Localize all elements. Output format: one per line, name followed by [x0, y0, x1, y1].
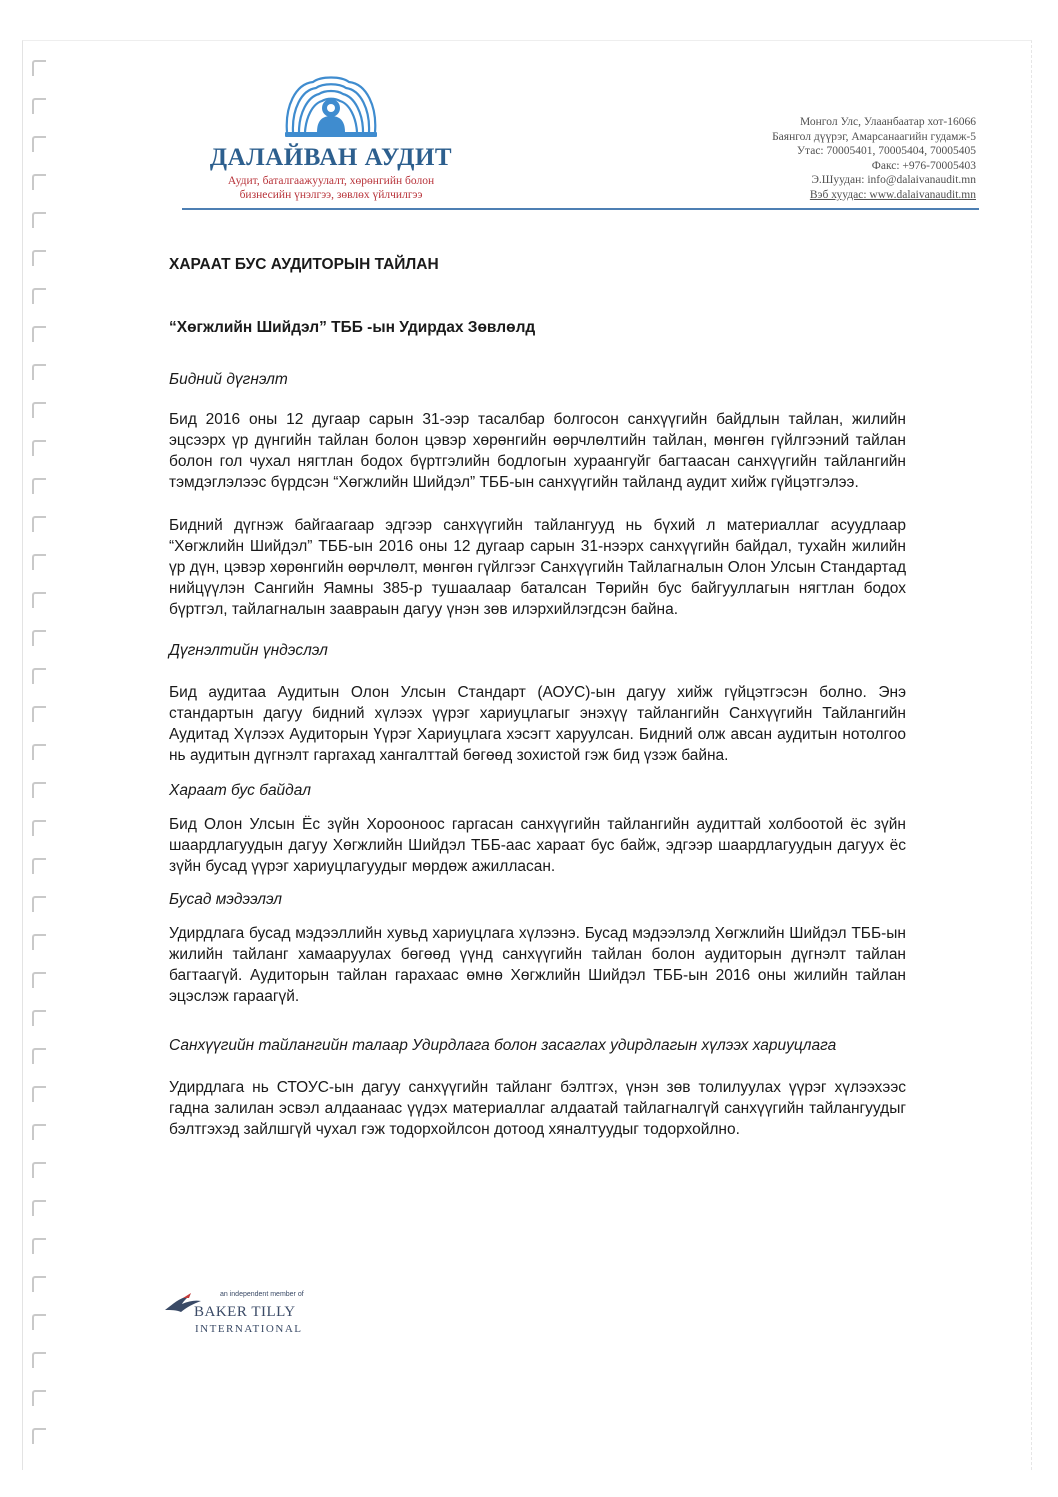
contact-website[interactable]: Вэб хуудас: www.dalaivanaudit.mn	[809, 188, 976, 201]
basis-paragraph: Бид аудитаа Аудитын Олон Улсын Стандарт (АОУС)-ын дагуу хийж гүйцэтгэсэн болно. Энэ стандартын дагуу бидний хүлээх үүрэг хариуцлагыг энэхүү тайлангийн Санхүүгийн Тайлангийн Аудитад Хүлээх Аудиторын Үүрэг Хариуцлага хэсэгт харуулсан. Бидний олж авсан аудитын нотолгоо нь аудитын дүгнэлт гаргахад хангалттай бөгөөд зохистой гэж бид үзэж байна.	[169, 684, 906, 764]
opinion-paragraph-1: Бид 2016 оны 12 дугаар сарын 31-ээр тасалбар болгосон санхүүгийн байдлын тайлан, жилийн эцсээрх үр дүнгийн тайлан болон цэвэр хөрөнгийн өөрчлөлтийн тайлан, мөнгөн гүйлгээний тайлан болон гол чухал нягтлан бодох бүртгэлийн бодлогын хураангуйг багтаасан санхүүгийн тайлангийн тэмдэглэлээс бүрдсэн “Хөгжлийн Шийдэл” ТББ-ын санхүүгийн тайланд аудит хийж гүйцэтгэлээ.	[169, 411, 906, 491]
contact-email[interactable]: Э.Шуудан: info@dalaivanaudit.mn	[811, 174, 976, 187]
network-name: BAKER TILLY	[194, 1304, 296, 1320]
responsibility-heading: Санхүүгийн тайлангийн талаар Удирдлага болон засаглах удирдлагын хүлээх хариуцлага	[169, 1037, 837, 1054]
report-addressee: “Хөгжлийн Шийдэл” ТББ -ын Удирдах Зөвлөлд	[169, 319, 536, 336]
tagline-line-2: бизнесийн үнэлгээ, зөвлөх үйлчилгээ	[239, 189, 423, 201]
member-line: an independent member of	[220, 1291, 304, 1298]
contact-phone: Утас: 70005401, 70005404, 70005405	[796, 145, 976, 158]
other-info-paragraph: Удирдлага бусад мэдээллийн хувьд хариуцлага хүлээнэ. Бусад мэдээлэлд Хөгжлийн Шийдэл ТББ-ын жилийн тайланг хамааруулах бөгөөд үүнд санхүүгийн тайлан болон аудиторын дүгнэлт тайлан багтаагүй. Аудиторын тайлан гарахаас өмнө Хөгжлийн Шийдэл ТББ-ын 2016 оны жилийн тайлан эцэслэж гараагүй.	[169, 925, 906, 1005]
basis-heading: Дүгнэлтийн үндэслэл	[169, 642, 328, 659]
opinion-paragraph-2: Бидний дүгнэж байгаагаар эдгээр санхүүгийн тайлангууд нь бүхий л материаллаг асуудлаар “Хөгжлийн Шийдэл” ТББ-ын 2016 оны 12 дугаар сарын 31-нээрх санхүүгийн байдал, тухайн жилийн үр дүн, цэвэр хөрөнгийн өөрчлөлт, мөнгөн гүйлгээг Санхүүгийн Тайлагналын Олон Улсын Стандартад нийцүүлэн Сангийн Яамны 385-р тушаалаар баталсан Төрийн бус байгууллагын нягтлан бодох бүртгэл, тайлагналын заавраын дагуу үнэн зөв илэрхийлэгдсэн байна.	[169, 517, 906, 618]
independence-paragraph: Бид Олон Улсын Ёс зүйн Хорооноос гаргасан санхүүгийн тайлангийн аудиттай холбоотой ёс зүйн шаардлагуудын дагуу Хөгжлийн Шийдэл ТББ-аас хараат бус байж, эдгээр шаардлагуудын дагуух ёс зүйн бусад үүрэг хариуцлагуудыг мөрдөж ажилласан.	[169, 816, 906, 875]
report-body	[169, 256, 906, 1140]
other-info-heading: Бусад мэдээлэл	[169, 891, 283, 908]
opinion-heading: Бидний дүгнэлт	[169, 371, 288, 388]
network-subtitle: INTERNATIONAL	[195, 1323, 303, 1335]
report-title: ХАРААТ БУС АУДИТОРЫН ТАЙЛАН	[169, 256, 439, 273]
binding-holes	[32, 60, 54, 1460]
brand-name: ДАЛАЙВАН АУДИТ	[209, 144, 453, 171]
contact-block	[772, 115, 976, 203]
header-divider	[182, 208, 979, 210]
contact-address: Монгол Улс, Улаанбаатар хот-16066	[799, 116, 976, 128]
tagline-line-1: Аудит, баталгаажуулалт, хөрөнгийн болон	[227, 175, 435, 187]
brand-tagline	[205, 174, 457, 202]
independence-heading: Хараат бус байдал	[169, 782, 311, 799]
responsibility-paragraph: Удирдлага нь СТОУС-ын дагуу санхүүгийн тайланг бэлтгэх, үнэн зөв толилуулах үүрэг хүлээхээс гадна залилан эсвэл алдаанаас үүдэх материаллаг алдаатай тайлагналгүй санхүүгийн тайлангуудыг бэлтгэхэд зайлшгүй чухал гэж тодорхойлсон дотоод хяналтуудыг тодорхойлно.	[169, 1079, 906, 1138]
contact-fax: Факс: +976-70005403	[871, 159, 976, 172]
dalaivan-emblem-icon	[281, 72, 381, 142]
company-logo	[205, 72, 457, 202]
contact-district: Баянгол дүүрэг, Амарсанаагийн гудамж-5	[772, 130, 976, 143]
